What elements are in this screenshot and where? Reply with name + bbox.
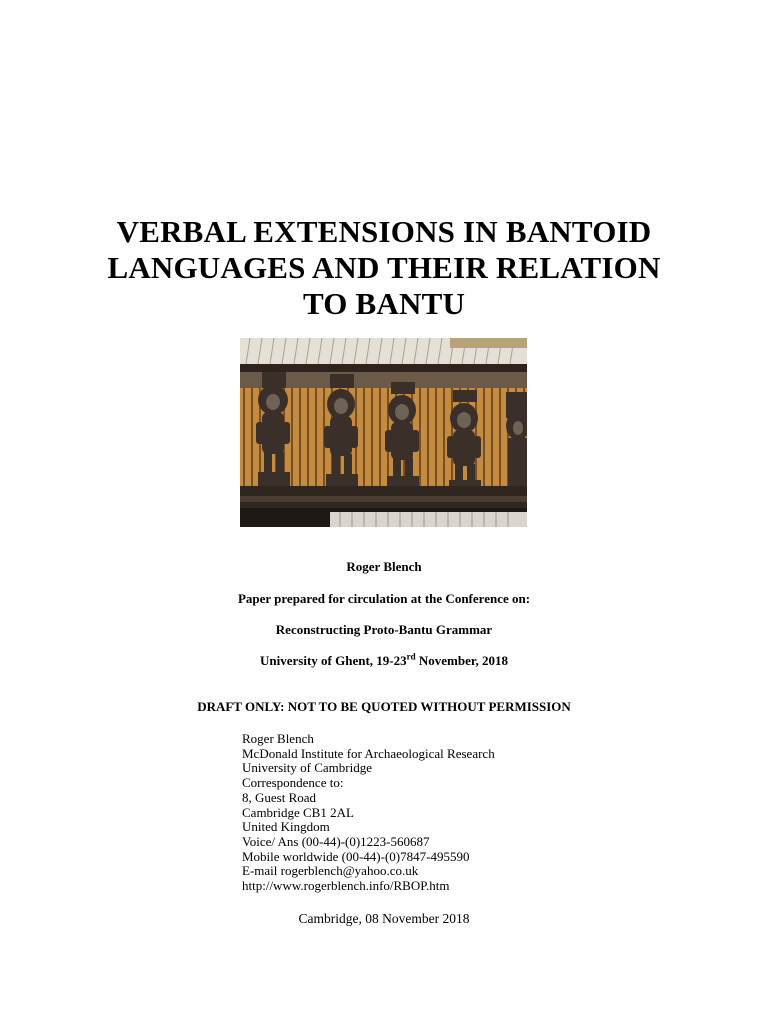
prepared-for-line: Paper prepared for circulation at the Conference on: <box>237 591 531 606</box>
title-line-3: TO BANTU <box>302 286 466 321</box>
contact-institute: McDonald Institute for Archaeological Research <box>242 745 495 761</box>
contact-city-postcode: Cambridge CB1 2AL <box>242 804 354 820</box>
cover-photo <box>240 338 527 527</box>
contact-country: United Kingdom <box>242 819 330 835</box>
upper-beam <box>240 364 527 372</box>
contact-correspondence-label: Correspondence to: <box>242 775 344 791</box>
title-line-2: LANGUAGES AND THEIR RELATION <box>107 250 661 285</box>
contact-website: http://www.rogerblench.info/RBOP.htm <box>242 878 450 894</box>
venue-month: November, 2018 <box>415 653 508 668</box>
place-date-line: Cambridge, 08 November 2018 <box>298 911 470 926</box>
contact-name: Roger Blench <box>242 731 314 746</box>
thatch-corner <box>450 338 527 348</box>
ordinal-suffix: rd <box>406 651 416 662</box>
author-name: Roger Blench <box>346 559 422 574</box>
base-wall <box>330 512 527 527</box>
contact-street: 8, Guest Road <box>242 789 317 805</box>
contact-university: University of Cambridge <box>242 760 372 776</box>
contact-email: E-mail rogerblench@yahoo.co.uk <box>242 863 419 879</box>
contact-mobile: Mobile worldwide (00-44)-(0)7847-495590 <box>242 848 470 864</box>
venue-text: University of Ghent, 19-23 <box>260 653 407 668</box>
draft-notice: DRAFT ONLY: NOT TO BE QUOTED WITHOUT PERMISSION <box>197 699 571 714</box>
venue-date-line <box>0 653 768 669</box>
document-title <box>40 214 728 322</box>
lower-beam-highlight <box>240 496 527 502</box>
conference-name: Reconstructing Proto-Bantu Grammar <box>275 622 493 637</box>
contact-voice: Voice/ Ans (00-44)-(0)1223-560687 <box>242 833 430 849</box>
title-line-1: VERBAL EXTENSIONS IN BANTOID <box>116 214 652 249</box>
contact-block <box>242 732 495 894</box>
